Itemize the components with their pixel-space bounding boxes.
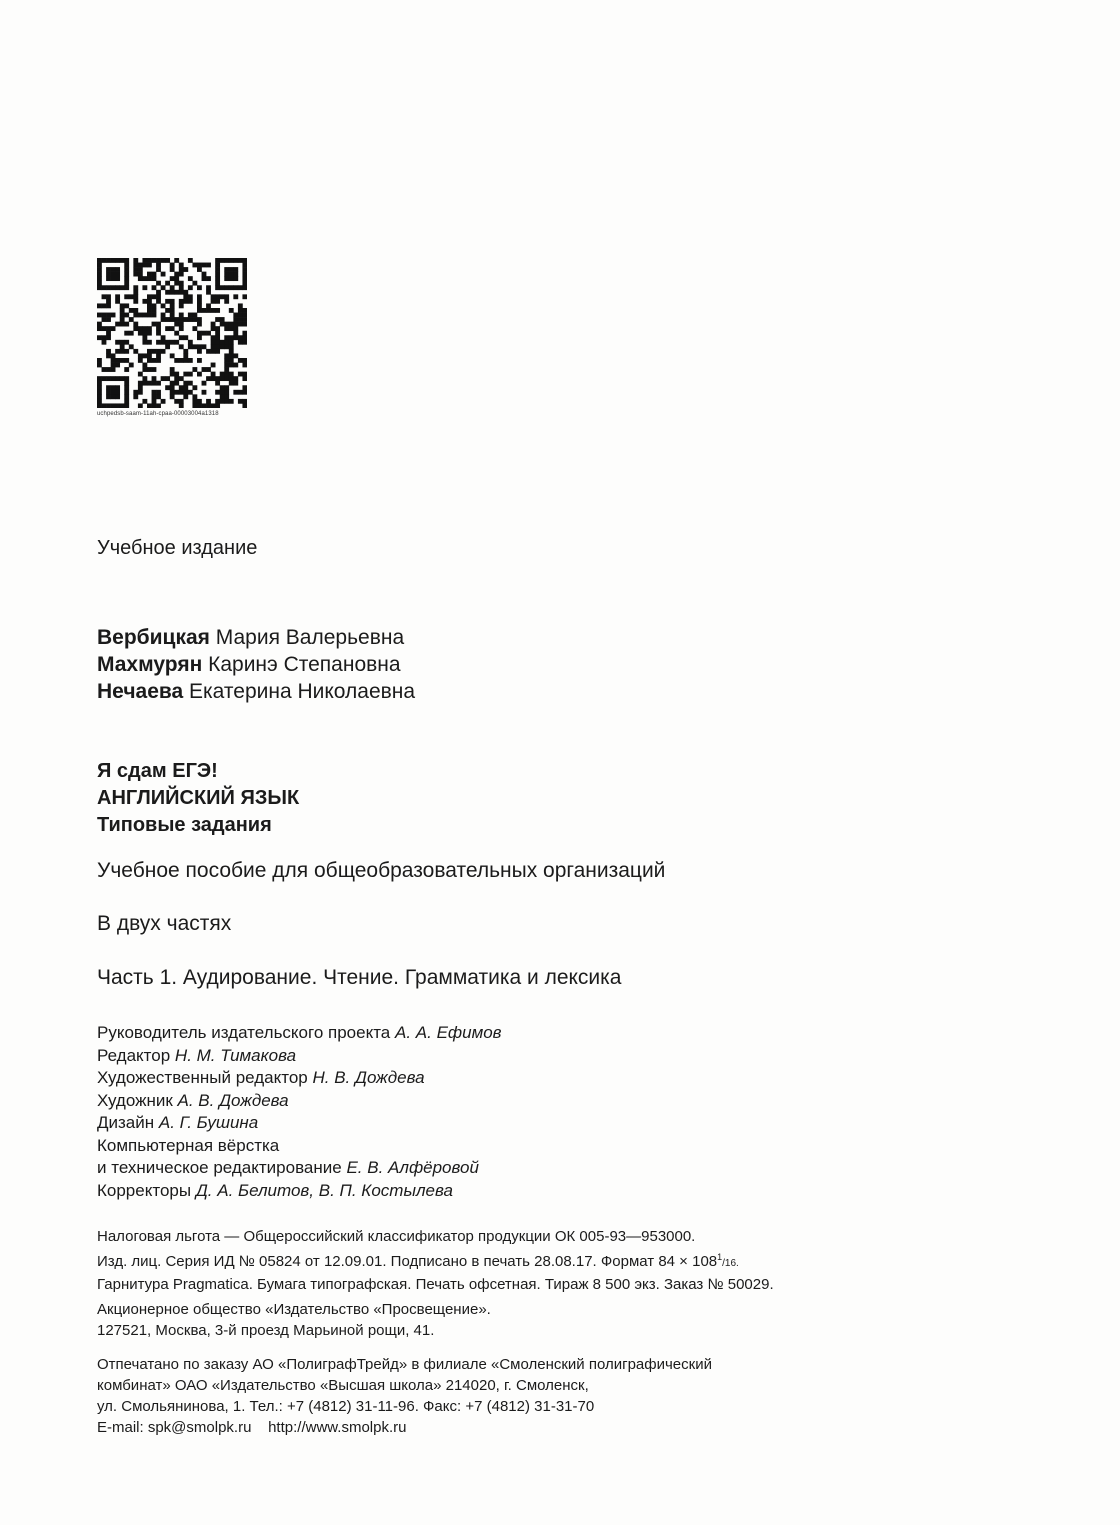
credit-name: А. А. Ефимов <box>395 1023 502 1042</box>
author-2 <box>97 653 401 677</box>
credit-name: Н. М. Тимакова <box>174 1045 297 1065</box>
credit-line <box>97 1135 502 1158</box>
credit-role: Руководитель издательского проекта <box>97 1023 391 1042</box>
qr-code-image <box>97 258 247 408</box>
credit-role: Корректоры <box>97 1180 192 1200</box>
imprint-line: Гарнитура Pragmatica. Бумага типографская. Печать офсетная. Тираж 8 500 экз. Заказ № 50029. <box>97 1276 774 1293</box>
author-surname: Нечаева <box>97 680 184 703</box>
credit-line <box>97 1045 502 1068</box>
author-given-name: Екатерина Николаевна <box>189 680 416 703</box>
credit-name: Д. А. Белитов, В. П. Костылева <box>195 1180 453 1200</box>
imprint <box>97 1226 774 1295</box>
imprint-text: Изд. лиц. Серия ИД № 05824 от 12.09.01. Подписано в печать 28.08.17. Формат 84 × 108 <box>97 1253 718 1270</box>
author-1 <box>97 626 404 650</box>
publisher <box>97 1299 491 1341</box>
credit-role: Художник <box>97 1090 173 1110</box>
part-title: Часть 1. Аудирование. Чтение. Грамматика и лексика <box>97 966 622 989</box>
publisher-line: Акционерное общество «Издательство «Просвещение». <box>97 1301 491 1318</box>
author-surname: Махмурян <box>97 653 203 676</box>
credit-role: Художественный редактор <box>97 1068 308 1087</box>
title-line-3: Типовые задания <box>97 814 272 836</box>
printer-contacts: E-mail: spk@smolpk.ru http://www.smolpk.ru <box>97 1419 407 1436</box>
credit-role: и техническое редактирование <box>97 1158 342 1177</box>
format-superscript: 1 <box>717 1252 723 1262</box>
credit-name: Е. В. Алфёровой <box>346 1158 479 1177</box>
title-line-2: АНГЛИЙСКИЙ ЯЗЫК <box>97 787 300 809</box>
credit-name: А. Г. Бушина <box>158 1113 259 1132</box>
author-given-name: Каринэ Степановна <box>208 653 401 676</box>
printer <box>97 1354 712 1438</box>
title-line-1: Я сдам ЕГЭ! <box>97 760 218 782</box>
credit-line <box>97 1180 502 1203</box>
publisher-address: 127521, Москва, 3-й проезд Марьиной рощи, 41. <box>97 1322 435 1339</box>
author-3 <box>97 680 415 704</box>
credit-role: Дизайн <box>97 1113 155 1132</box>
credit-line <box>97 1022 502 1045</box>
credit-line <box>97 1157 502 1180</box>
credit-name: Н. В. Дождева <box>312 1068 425 1087</box>
printer-line: комбинат» ОАО «Издательство «Высшая школа» 214020, г. Смоленск, <box>97 1377 589 1394</box>
credit-line <box>97 1112 502 1135</box>
author-surname: Вербицкая <box>97 626 210 649</box>
credit-role: Компьютерная вёрстка <box>97 1135 280 1155</box>
edition-type: Учебное издание <box>97 537 258 559</box>
qr-caption: uchpedsb-saam-11ah-cpaa-00003004a1318 <box>97 411 219 417</box>
credits <box>97 1022 502 1202</box>
credit-role: Редактор <box>97 1045 171 1065</box>
imprint-line <box>97 1247 774 1274</box>
subtitle: Учебное пособие для общеобразовательных организаций <box>97 859 666 882</box>
qr-code <box>97 258 247 408</box>
author-given-name: Мария Валерьевна <box>215 626 405 649</box>
parts-note: В двух частях <box>97 912 232 935</box>
credit-line <box>97 1067 502 1090</box>
imprint-line: Налоговая льгота — Общероссийский классификатор продукции ОК 005-93—953000. <box>97 1228 696 1245</box>
credit-line <box>97 1090 502 1113</box>
credit-name: А. В. Дождева <box>177 1090 289 1110</box>
format-denominator: /16. <box>722 1258 739 1269</box>
printer-line: Отпечатано по заказу АО «ПолиграфТрейд» в филиале «Смоленский полиграфический <box>97 1356 712 1373</box>
printer-line: ул. Смольянинова, 1. Тел.: +7 (4812) 31-11-96. Факс: +7 (4812) 31-31-70 <box>97 1398 595 1415</box>
